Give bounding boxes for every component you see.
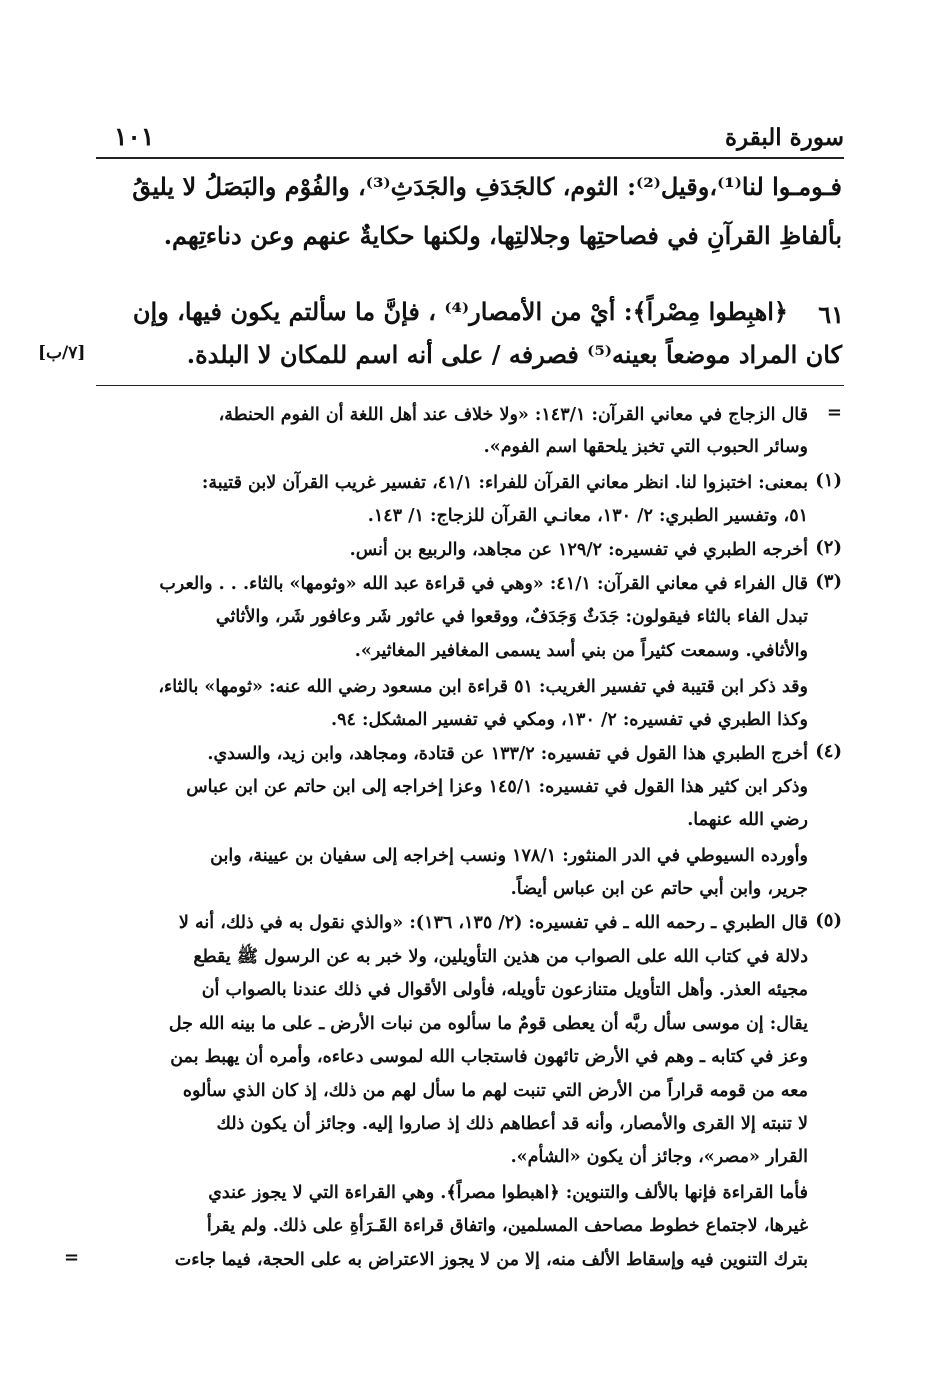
footnote-line: دلالة في كتاب الله على الصواب من هذين التأويلين، ولا خبر به عن الرسول ﷺ يقطع xyxy=(193,947,808,967)
main-text-line: ﴿اهبِطوا مِصْراً﴾: أيْ من الأمصار⁽⁴⁾ ، فإنَّ ما سألتم يكون فيها، وإن xyxy=(132,297,788,326)
footnote-line: أخرجه الطبري في تفسيره: ١٢٩/٢ عن مجاهد، والربيع بن أنس. xyxy=(349,540,808,560)
footnote-line: والأثافي. وسمعت كثيراً من بني أسد يسمى المغافير المغاثير». xyxy=(354,641,808,661)
footnote-line: وكذا الطبري في تفسيره: ٢/ ١٣٠، ومكي في تفسير المشكل: ٩٤. xyxy=(331,710,808,730)
footnote-line: رضي الله عنهما. xyxy=(687,810,808,830)
footnote-line: قال الطبري ـ رحمه الله ـ في تفسيره: (٢/ ١٣٥، ١٣٦): «والذي نقول به في ذلك، أنه لا xyxy=(178,913,808,933)
footnote-line: أخرج الطبري هذا القول في تفسيره: ١٣٣/٢ عن قتادة، ومجاهد، وابن زيد، والسدي. xyxy=(207,744,808,764)
main-text-line: كان المراد موضعاً بعينه⁽⁵⁾ فصرفه / على أنه اسم للمكان لا البلدة. xyxy=(186,340,842,369)
footnote-line: معه من قومه قراراً من الأرض التي تنبت لهم ما سأل لهم من ذلك، إذ كان الذي سألوه xyxy=(182,1081,808,1101)
footnote-line: وذكر ابن كثير هذا القول في تفسيره: ١٤٥/١ وعزا إخراجه إلى ابن حاتم عن ابن عباس xyxy=(186,777,808,797)
footnote-line: غيرها، لاجتماع خطوط مصاحف المسلمين، واتفاق قراءة القَـرَأةِ على ذلك. ولم يقرأ xyxy=(206,1216,808,1236)
surah-title: سورة البقرة xyxy=(724,124,844,151)
footnote-line: قال الفراء في معاني القرآن: ٤١/١: «وهي في قراءة عبد الله «وثومها» بالثاء. . . والعرب xyxy=(159,574,808,594)
footnote-line: وقد ذكر ابن قتيبة في تفسير الغريب: ٥١ قراءة ابن مسعود رضي الله عنه: «ثومها» بالثاء، xyxy=(158,677,808,697)
footnote-line: بمعنى: اختبزوا لنا. انظر معاني القرآن للفراء: ٤١/١، تفسير غريب القرآن لابن قتيبة: xyxy=(201,473,808,493)
footnote-line: مجيئه العذر. وأهل التأويل متنازعون تأويله، فأولى الأقوال في ذلك عندنا بالصواب أن xyxy=(201,980,808,1000)
footnote-line: تبدل الفاء بالثاء فيقولون: جَدَثٌ وَجَدَفٌ، ووقعوا في عاثور شَر وعافور شَر، والأثاثي xyxy=(215,607,808,627)
main-text-line: فـومـوا لنا⁽¹⁾،وقيل⁽²⁾: الثوم، كالجَدَفِ والجَدَثِ⁽³⁾، والفُوْم والبَصَلُ لا يليقُ xyxy=(132,172,842,201)
footnote-number: (٥) xyxy=(815,910,842,931)
footnote-number: (٣) xyxy=(815,571,842,592)
footnote-line: وعز في كتابه ـ وهم في الأرض تائهون فاستجاب الله لموسى دعاءه، وأمره أن يهبط بمن xyxy=(170,1047,808,1067)
footnote-line: وأورده السيوطي في الدر المنثور: ١٧٨/١ ونسب إخراجه إلى سفيان بن عيينة، وابن xyxy=(210,846,808,866)
footnote-line: وسائر الحبوب التي تخبز يلحقها اسم الفوم». xyxy=(483,437,808,457)
continuation-marker: = xyxy=(64,1247,80,1268)
verse-number: ٦١ xyxy=(818,300,844,329)
page-header xyxy=(96,122,844,156)
footnote-line: ٥١، وتفسير الطبري: ٢/ ١٣٠، معانـي القرآن للزجاج: ١/ ١٤٣. xyxy=(367,506,808,526)
footnote-line: قال الزجاج في معاني القرآن: ١٤٣/١: «ولا خلاف عند أهل اللغة أن الفوم الحنطة، xyxy=(218,405,808,425)
footnote-number: (٢) xyxy=(815,537,842,558)
header-rule xyxy=(96,157,844,159)
footnote-line: فأما القراءة فإنها بالألف والتنوين: ﴿اهبطوا مصراً﴾. وهي القراءة التي لا يجوز عندي xyxy=(208,1183,808,1203)
footnote-line: بترك التنوين فيه وإسقاط الألف منه، إلا من لا يجوز الاعتراض به على الحجة، فيما جاءت xyxy=(174,1250,808,1270)
page-number: ١٠١ xyxy=(114,122,155,151)
footnote-line: جرير، وابن أبي حاتم عن ابن عباس أيضاً. xyxy=(510,879,808,899)
footnote-number: (١) xyxy=(815,470,842,491)
footnote-line: القرار «مصر»، وجائز أن يكون «الشأم». xyxy=(510,1147,808,1167)
manuscript-folio-ref: [٧/ب] xyxy=(38,343,86,363)
footnote-number: (٤) xyxy=(815,741,842,762)
main-text-line: بألفاظِ القرآنِ في فصاحتِها وجلالتِها، ولكنها حكايةٌ عنهم وعن دناءتِهم. xyxy=(163,221,842,250)
footnote-line: لا تنبته إلا القرى والأمصار، وأنه قد أعطاهم ذلك إذ صاروا إليه. وجائز أن يكون ذلك xyxy=(216,1114,808,1134)
continuation-marker: = xyxy=(826,402,842,423)
footnote-line: يقال: إن موسى سأل ربَّه أن يعطى قومٌ ما سألوه من نبات الأرض ـ على ما بينه الله جل xyxy=(168,1014,808,1034)
footnote-separator xyxy=(96,385,844,386)
